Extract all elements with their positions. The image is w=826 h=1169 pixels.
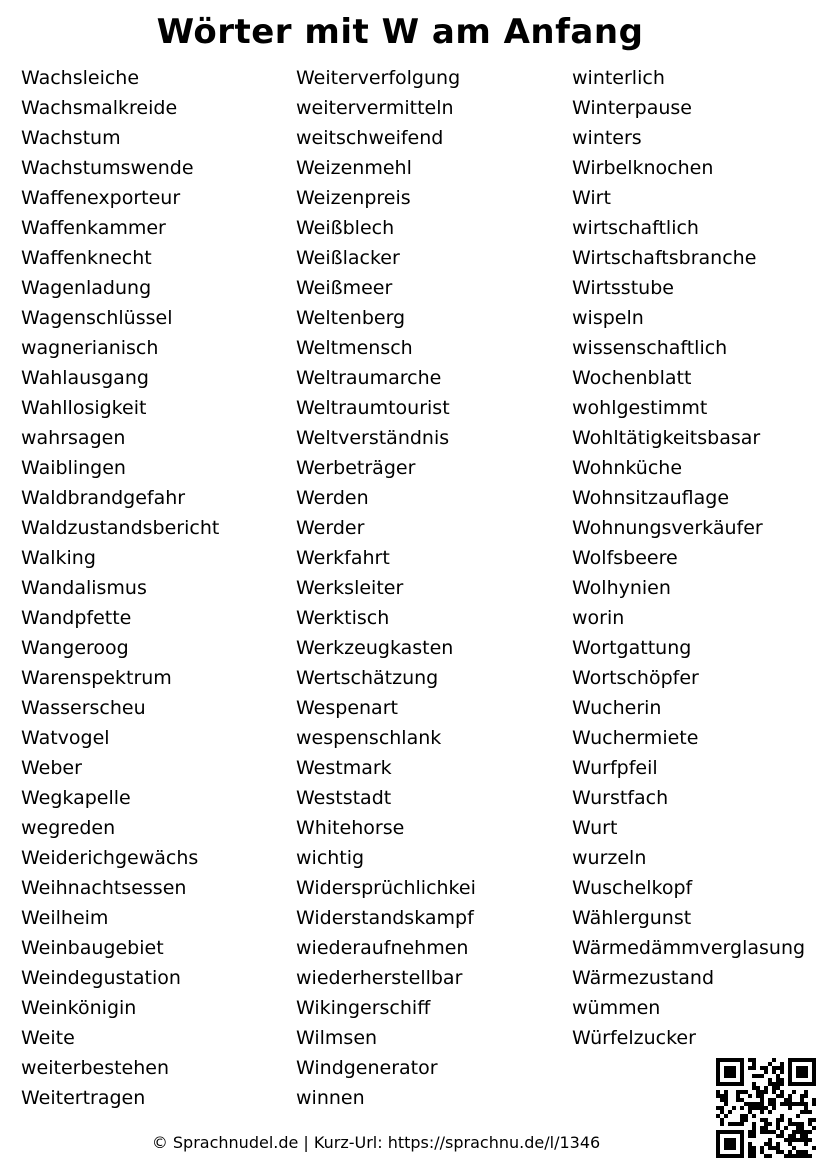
word-item: Weißmeer xyxy=(296,277,393,299)
word-item: Wärmezustand xyxy=(572,967,714,989)
word-item: Wolhynien xyxy=(572,577,671,599)
word-item: Wandalismus xyxy=(21,577,147,599)
word-item: Weltmensch xyxy=(296,337,413,359)
word-item: Wagenschlüssel xyxy=(21,307,173,329)
word-item: wümmen xyxy=(572,997,661,1019)
word-item: Wachstumswende xyxy=(21,157,194,179)
word-column-2 xyxy=(296,63,476,1113)
word-item: Warenspektrum xyxy=(21,667,172,689)
word-item: Weststadt xyxy=(296,787,392,809)
word-item: Wuchermiete xyxy=(572,727,699,749)
word-item: Wirbelknochen xyxy=(572,157,714,179)
word-item: Weinkönigin xyxy=(21,997,137,1019)
word-item: Weiterverfolgung xyxy=(296,67,461,89)
word-item: Weiderichgewächs xyxy=(21,847,199,869)
word-item: Weinbaugebiet xyxy=(21,937,164,959)
word-item: Weizenmehl xyxy=(296,157,412,179)
word-item: wispeln xyxy=(572,307,644,329)
word-item: wirtschaftlich xyxy=(572,217,699,239)
word-item: Waldbrandgefahr xyxy=(21,487,186,509)
word-item: Westmark xyxy=(296,757,392,779)
word-item: winters xyxy=(572,127,642,149)
word-item: Werkfahrt xyxy=(296,547,390,569)
word-item: winterlich xyxy=(572,67,665,89)
word-item: Wurfpfeil xyxy=(572,757,658,779)
word-item: Weißlacker xyxy=(296,247,400,269)
word-item: Whitehorse xyxy=(296,817,405,839)
word-item: wiederherstellbar xyxy=(296,967,463,989)
word-item: Werksleiter xyxy=(296,577,404,599)
word-item: Weltverständnis xyxy=(296,427,450,449)
word-item: wurzeln xyxy=(572,847,647,869)
word-item: Wikingerschiff xyxy=(296,997,431,1019)
word-item: Wertschätzung xyxy=(296,667,439,689)
word-column-3 xyxy=(572,63,805,1053)
word-item: worin xyxy=(572,607,625,629)
word-item: Wegkapelle xyxy=(21,787,131,809)
word-item: Würfelzucker xyxy=(572,1027,696,1049)
word-item: Wachsmalkreide xyxy=(21,97,178,119)
word-item: wiederaufnehmen xyxy=(296,937,469,959)
word-item: Wucherin xyxy=(572,697,662,719)
word-item: Wandpfette xyxy=(21,607,132,629)
word-item: Wählergunst xyxy=(572,907,692,929)
footer-credit: © Sprachnudel.de | Kurz-Url: https://sprachnu.de/l/1346 xyxy=(151,1133,601,1152)
word-item: weitervermitteln xyxy=(296,97,454,119)
word-item: Wilmsen xyxy=(296,1027,378,1049)
word-item: weitschweifend xyxy=(296,127,444,149)
word-item: Weitertragen xyxy=(21,1087,146,1109)
word-item: Weltenberg xyxy=(296,307,406,329)
word-item: Waffenexporteur xyxy=(21,187,181,209)
word-item: Windgenerator xyxy=(296,1057,438,1079)
word-item: Werbeträger xyxy=(296,457,416,479)
word-item: Wahllosigkeit xyxy=(21,397,147,419)
word-item: Wespenart xyxy=(296,697,398,719)
word-item: Wochenblatt xyxy=(572,367,692,389)
word-item: Weindegustation xyxy=(21,967,181,989)
word-item: Wuschelkopf xyxy=(572,877,693,899)
page-title: Wörter mit W am Anfang xyxy=(156,12,644,52)
word-item: Wirtsstube xyxy=(572,277,674,299)
word-item: Wohnküche xyxy=(572,457,683,479)
word-item: Weizenpreis xyxy=(296,187,411,209)
word-item: Weißblech xyxy=(296,217,395,239)
word-column-1 xyxy=(21,63,219,1113)
word-item: Wangeroog xyxy=(21,637,129,659)
word-item: wespenschlank xyxy=(296,727,442,749)
word-item: Wohltätigkeitsbasar xyxy=(572,427,761,449)
word-item: Wachstum xyxy=(21,127,121,149)
word-item: wohlgestimmt xyxy=(572,397,708,419)
word-item: Werder xyxy=(296,517,365,539)
word-item: winnen xyxy=(296,1087,365,1109)
word-item: Weber xyxy=(21,757,82,779)
word-item: Waldzustandsbericht xyxy=(21,517,220,539)
word-item: Wirt xyxy=(572,187,611,209)
word-item: Wasserscheu xyxy=(21,697,146,719)
word-item: wahrsagen xyxy=(21,427,126,449)
word-item: Walking xyxy=(21,547,96,569)
word-item: Wohnungsverkäufer xyxy=(572,517,763,539)
word-item: Wachsleiche xyxy=(21,67,140,89)
word-item: Widersprüchlichkei xyxy=(296,877,476,899)
word-item: Werden xyxy=(296,487,369,509)
word-item: Weltraumtourist xyxy=(296,397,450,419)
word-item: Wurt xyxy=(572,817,618,839)
word-item: Wagenladung xyxy=(21,277,152,299)
word-item: Weite xyxy=(21,1027,75,1049)
word-item: Wahlausgang xyxy=(21,367,149,389)
word-item: wagnerianisch xyxy=(21,337,159,359)
word-item: Wortschöpfer xyxy=(572,667,699,689)
word-item: Winterpause xyxy=(572,97,692,119)
word-item: weiterbestehen xyxy=(21,1057,170,1079)
word-item: Weltraumarche xyxy=(296,367,442,389)
word-item: Waffenkammer xyxy=(21,217,166,239)
word-item: Wärmedämmverglasung xyxy=(572,937,806,959)
word-item: Wurstfach xyxy=(572,787,669,809)
word-item: Wirtschaftsbranche xyxy=(572,247,757,269)
word-item: wissenschaftlich xyxy=(572,337,728,359)
word-item: Werktisch xyxy=(296,607,390,629)
word-item: Weilheim xyxy=(21,907,109,929)
word-item: Waffenknecht xyxy=(21,247,152,269)
word-item: Wolfsbeere xyxy=(572,547,678,569)
word-item: Widerstandskampf xyxy=(296,907,474,929)
word-item: Werkzeugkasten xyxy=(296,637,454,659)
word-item: Weihnachtsessen xyxy=(21,877,187,899)
word-item: wichtig xyxy=(296,847,365,869)
word-item: wegreden xyxy=(21,817,116,839)
word-item: Wortgattung xyxy=(572,637,692,659)
word-item: Waiblingen xyxy=(21,457,126,479)
word-item: Watvogel xyxy=(21,727,110,749)
word-item: Wohnsitzauflage xyxy=(572,487,730,509)
